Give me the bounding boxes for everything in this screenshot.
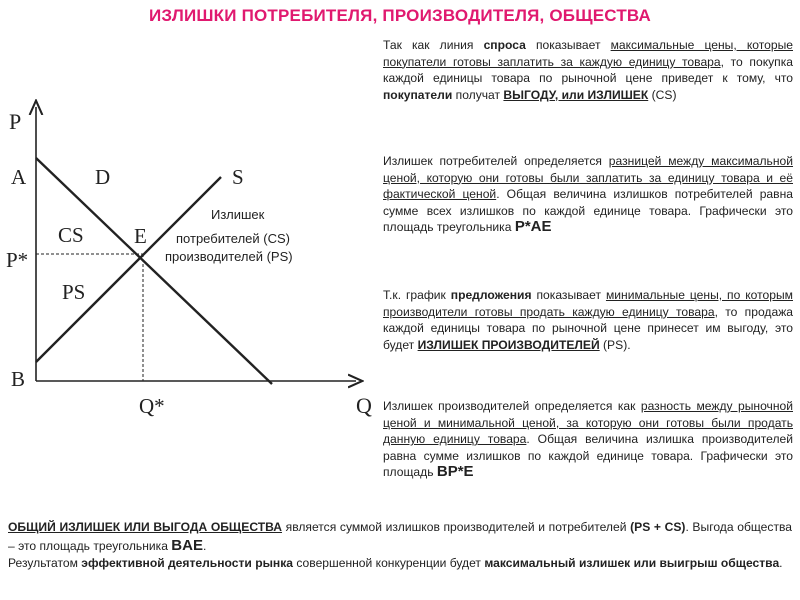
ps-label: PS xyxy=(62,280,86,304)
point-b-label: B xyxy=(11,367,26,391)
cs-label: CS xyxy=(58,223,84,247)
paragraph-total-surplus: ОБЩИЙ ИЗЛИШЕК ИЛИ ВЫГОДА ОБЩЕСТВА является суммой излишков производителей и потребителей (PS + CS). Выгода общества – это площадь треугольника BAE. Результатом эффективной деятельности рынка совершенной конкуренции будет максимальный излишек или выигрыш общества. xyxy=(8,520,793,571)
demand-label: D xyxy=(95,165,111,189)
axis-q-label: Q xyxy=(356,393,372,418)
point-e-label: E xyxy=(134,224,147,248)
paragraph-demand: Так как линия спроса показывает максимальные цены, которые покупатели готовы заплатить за каждую единицу товара, то покупка каждой единицы товара по рыночной цене приведет к тому, что покупатели получат ВЫГОДУ, или ИЗЛИШЕК (CS) xyxy=(383,38,793,102)
q-star-label: Q* xyxy=(139,394,165,418)
p-star-label: P* xyxy=(6,248,29,272)
page-title: ИЗЛИШКИ ПОТРЕБИТЕЛЯ, ПРОИЗВОДИТЕЛЯ, ОБЩЕСТВА xyxy=(148,6,652,25)
legend-line-3: производителей (PS) xyxy=(165,249,293,264)
demand-line xyxy=(36,158,272,384)
paragraph-supply: Т.к. график предложения показывает минимальные цены, по которым производители готовы продать каждую единицу товара, то продажа каждой единицы товара по рыночной цене принесет им выгоду, это будет ИЗЛИШЕК ПРОИЗВОДИТЕЛЕЙ (PS). xyxy=(383,288,794,352)
paragraph-producer-surplus: Излишек производителей определяется как разность между рыночной ценой и минимальной ценой, за которую они готовы были продать данную единицу товара. Общая величина излишка производителей равна сумме излишков по каждой единице товара. Графически это площадь BP*E xyxy=(383,399,793,481)
legend-line-2: потребителей (CS) xyxy=(176,231,290,246)
legend-line-1: Излишек xyxy=(211,207,265,222)
paragraph-consumer-surplus: Излишек потребителей определяется разницей между максимальной ценой, которую они готовы были заплатить за единицу товара и её фактической ценой. Общая величина излишков потребителей равна сумме всех излишков по каждой единице товара. Графически это площадь треугольника P*AE xyxy=(383,154,794,236)
axis-p-label: P xyxy=(9,109,22,134)
surplus-graph xyxy=(0,95,380,425)
supply-line xyxy=(36,177,221,362)
point-a-label: A xyxy=(11,165,27,189)
supply-label: S xyxy=(232,165,244,189)
